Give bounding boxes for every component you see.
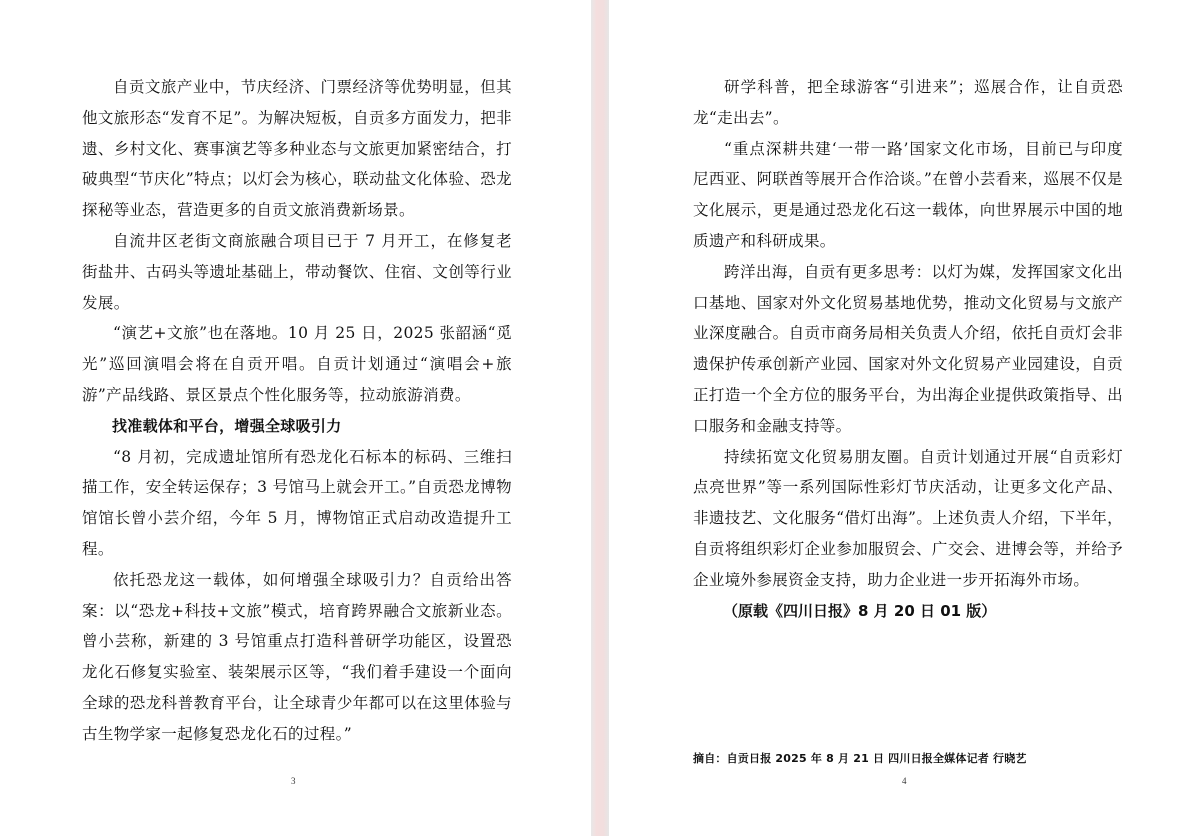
page-3 xyxy=(0,0,591,836)
paragraph: 自流井区老街文商旅融合项目已于 7 月开工，在修复老街盐井、古码头等遗址基础上，带动餐饮、住宿、文创等行业发展。 xyxy=(82,231,512,312)
paragraph: “8 月初，完成遗址馆所有恐龙化石标本的标码、三维扫描工作，安全转运保存；3 号馆马上就会开工。”自贡恐龙博物馆馆长曾小芸介绍，今年 5 月，博物馆正式启动改造提升工程。 xyxy=(82,447,512,558)
page-4 xyxy=(609,0,1199,836)
page-gutter xyxy=(591,0,609,836)
paragraph-continuation: 研学科普，把全球游客“引进来”；巡展合作，让自贡恐龙“走出去”。 xyxy=(693,78,1123,127)
page-number: 3 xyxy=(291,776,296,786)
paragraph: “重点深耕共建‘一带一路’国家文化市场，目前已与印度尼西亚、阿联酋等展开合作洽谈。”在曾小芸看来，巡展不仅是文化展示，更是通过恐龙化石这一载体，向世界展示中国的地质遗产和科研成果。 xyxy=(693,139,1123,250)
paragraph: “演艺+文旅”也在落地。10 月 25 日，2025 张韶涵“觅光”巡回演唱会将在自贡开唱。自贡计划通过“演唱会+旅游”产品线路、景区景点个性化服务等，拉动旅游消费。 xyxy=(82,324,512,404)
paragraph: 跨洋出海，自贡有更多思考：以灯为媒，发挥国家文化出口基地、国家对外文化贸易基地优势，推动文化贸易与文旅产业深度融合。自贡市商务局相关负责人介绍，依托自贡灯会非遗保护传承创新产业园、国家对外文化贸易产业园建设，自贡正打造一个全方位的服务平台，为出海企业提供政策指导、出口服务和金融支持等。 xyxy=(693,262,1123,435)
paragraph: 自贡文旅产业中，节庆经济、门票经济等优势明显，但其他文旅形态“发育不足”。为解决短板，自贡多方面发力，把非遗、乡村文化、赛事演艺等多种业态与文旅更加紧密结合，打破典型“节庆化”特点；以灯会为核心，联动盐文化体验、恐龙探秘等业态，营造更多的自贡文旅消费新场景。 xyxy=(82,78,512,220)
section-heading: 找准载体和平台，增强全球吸引力 xyxy=(112,416,342,435)
excerpt-credit: 摘自：自贡日报 2025 年 8 月 21 日 四川日报全媒体记者 行晓艺 xyxy=(693,752,1027,765)
paragraph: 持续拓宽文化贸易朋友圈。自贡计划通过开展“自贡彩灯点亮世界”等一系列国际性彩灯节庆活动，让更多文化产品、非遗技艺、文化服务“借灯出海”。上述负责人介绍，下半年，自贡将组织彩灯企业参加服贸会、广交会、进博会等，并给予企业境外参展资金支持，助力企业进一步开拓海外市场。 xyxy=(693,447,1123,589)
page-number: 4 xyxy=(902,776,907,786)
page-4-body xyxy=(693,72,1123,626)
page-3-body xyxy=(82,72,512,750)
paragraph: 依托恐龙这一载体，如何增强全球吸引力？自贡给出答案：以“恐龙+科技+文旅”模式，培育跨界融合文旅新业态。曾小芸称，新建的 3 号馆重点打造科普研学功能区，设置恐龙化石修复实验室、装架展示区等，“我们着手建设一个面向全球的恐龙科普教育平台，让全球青少年都可以在这里体验与古生物学家一起修复恐龙化石的过程。” xyxy=(82,570,512,743)
source-note: （原载《四川日报》8 月 20 日 01 版） xyxy=(723,601,997,620)
